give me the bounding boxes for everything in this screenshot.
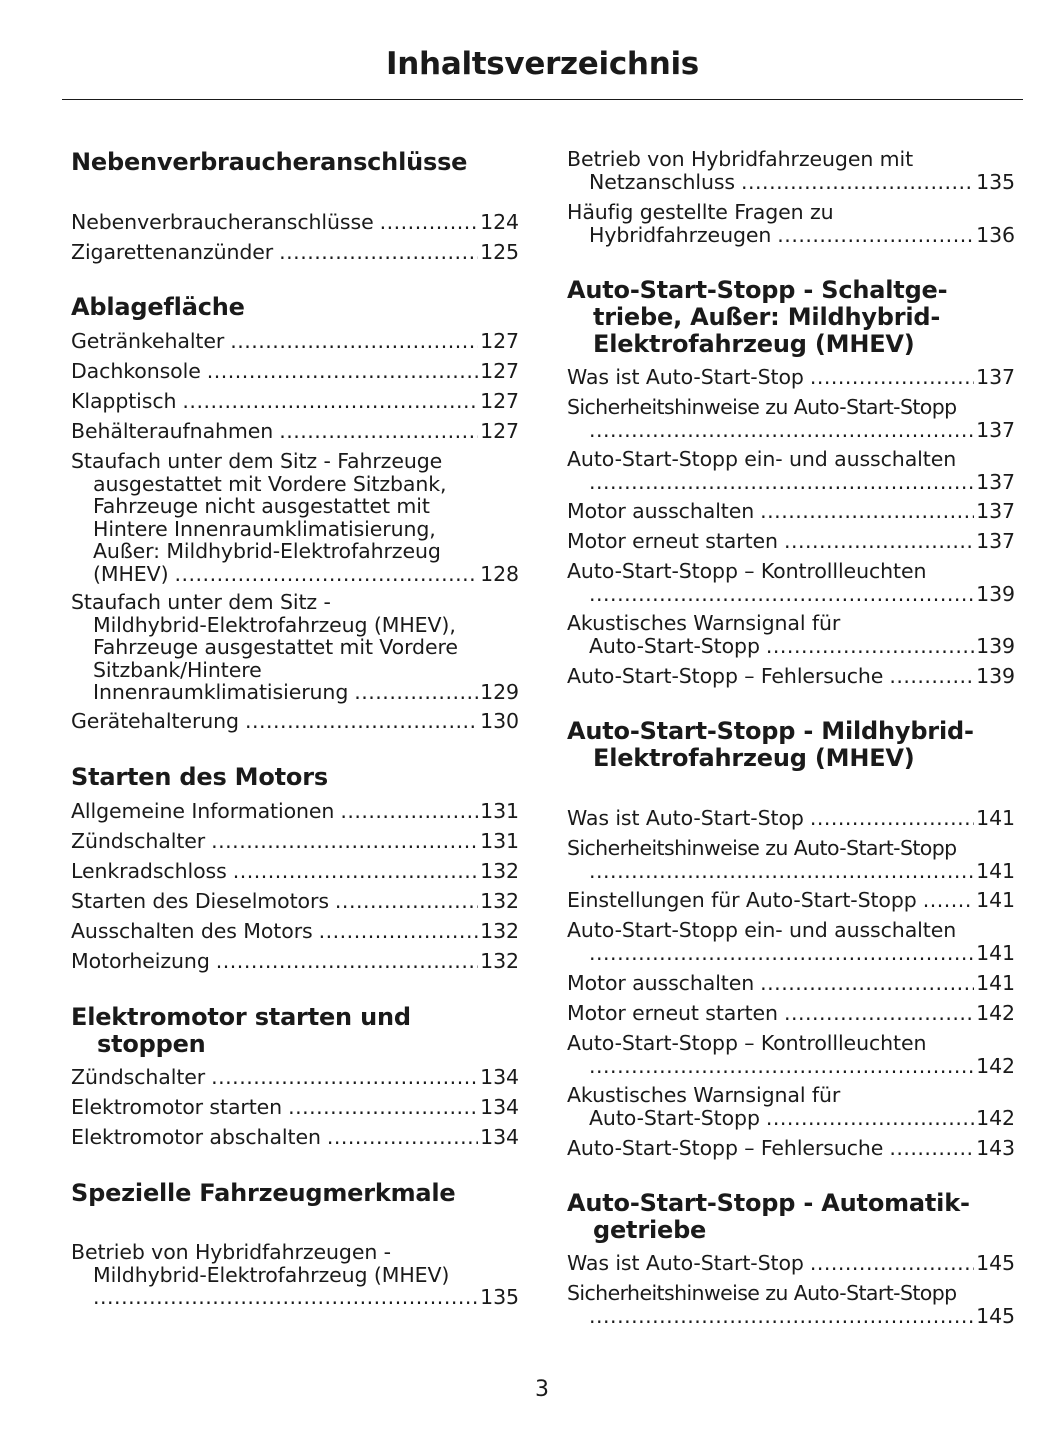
entry-title-line: Betrieb von Hybridfahrzeugen mit: [567, 147, 914, 171]
entry-page: 142: [976, 1001, 1015, 1025]
section-heading: Elektromotor starten und stoppen: [71, 1003, 411, 1058]
entry-title-line: Sicherheitshinweise zu Auto-Start-Stopp: [567, 836, 957, 860]
entry-page: 141: [976, 940, 1015, 965]
entry-title-line: Mildhybrid-Elektrofahrzeug (MHEV),: [93, 612, 456, 637]
toc-entry[interactable]: [567, 919, 1015, 964]
entry-title-line: Mildhybrid-Elektrofahrzeug (MHEV): [93, 1262, 450, 1287]
dot-leader: [216, 950, 478, 973]
entry-title: Lenkradschloss: [71, 859, 227, 883]
dot-leader: [288, 1096, 478, 1119]
toc-entry[interactable]: [567, 807, 1015, 830]
toc-entry[interactable]: [567, 1137, 1015, 1160]
toc-entry[interactable]: [567, 665, 1015, 688]
dot-leader: [245, 710, 478, 733]
toc-entry[interactable]: [567, 500, 1015, 523]
entry-title: Motorheizung: [71, 949, 210, 973]
toc-entry[interactable]: [71, 710, 519, 733]
entry-title-line: Hintere Innenraumklimatisierung,: [93, 516, 436, 541]
dot-leader: [760, 972, 974, 995]
entry-title-line: Auto-Start-Stopp ein- und ausschalten: [567, 918, 957, 942]
dot-leader: [589, 471, 974, 494]
entry-title: Auto-Start-Stopp – Fehlersuche: [567, 1136, 884, 1160]
entry-title-line: Auto-Start-Stopp – Kontrollleuchten: [567, 1031, 927, 1055]
toc-entry[interactable]: [567, 1282, 1015, 1327]
entry-title: Starten des Dieselmotors: [71, 889, 329, 913]
entry-page: 135: [976, 169, 1015, 194]
entry-page: 135: [480, 1285, 519, 1309]
entry-title: (MHEV): [93, 561, 169, 586]
dot-leader: [207, 360, 478, 383]
dot-leader: [810, 1252, 974, 1275]
toc-entry[interactable]: [567, 448, 1015, 493]
section-heading: Auto-Start-Stopp - Mildhybrid-Elektrofahrzeug (MHEV): [567, 717, 974, 772]
entry-page: 145: [976, 1303, 1015, 1328]
toc-entry[interactable]: [71, 800, 519, 823]
toc-entry[interactable]: [567, 396, 1015, 441]
entry-title-line: Akustisches Warnsignal für: [567, 611, 841, 635]
entry-title: Netzanschluss: [589, 169, 735, 194]
entry-title: Zündschalter: [71, 829, 206, 853]
entry-title: Motor ausschalten: [567, 971, 755, 995]
entry-title: Was ist Auto-Start-Stop: [567, 1251, 804, 1275]
entry-title: Was ist Auto-Start-Stop: [567, 365, 804, 389]
toc-entry[interactable]: [567, 972, 1015, 995]
toc-entry[interactable]: [71, 1241, 519, 1309]
entry-page: 130: [480, 709, 519, 733]
entry-title: Auto-Start-Stopp: [589, 633, 760, 658]
entry-page: 131: [480, 799, 519, 823]
entry-title-line: Sicherheitshinweise zu Auto-Start-Stopp: [567, 1281, 957, 1305]
entry-title-line: Häufig gestellte Fragen zu: [567, 200, 834, 224]
dot-leader: [279, 420, 478, 443]
toc-entry[interactable]: [71, 450, 519, 585]
dot-leader: [182, 390, 478, 413]
entry-page: 132: [480, 949, 519, 973]
entry-page: 139: [976, 664, 1015, 688]
dot-leader: [889, 665, 974, 688]
entry-page: 137: [976, 365, 1015, 389]
entry-page: 137: [976, 417, 1015, 442]
entry-title: Innenraumklimatisierung: [93, 680, 349, 704]
dot-leader: [589, 942, 974, 965]
toc-entry[interactable]: [567, 201, 1015, 246]
dot-leader: [741, 171, 974, 194]
entry-page: 139: [976, 581, 1015, 606]
entry-title-line: Staufach unter dem Sitz - Fahrzeuge: [71, 449, 443, 473]
toc-entry[interactable]: [567, 1002, 1015, 1025]
dot-leader: [335, 890, 478, 913]
entry-title-line: Sitzbank/Hintere: [93, 657, 262, 682]
dot-leader: [810, 807, 974, 830]
toc-entry[interactable]: [567, 837, 1015, 882]
toc-entry[interactable]: [71, 360, 519, 383]
toc-entry[interactable]: [567, 366, 1015, 389]
toc-entry[interactable]: [71, 390, 519, 413]
dot-leader: [93, 1286, 478, 1309]
dot-leader: [230, 330, 478, 353]
entry-page: 129: [480, 680, 519, 704]
entry-title: Einstellungen für Auto-Start-Stopp: [567, 888, 917, 912]
entry-title: Klapptisch: [71, 389, 177, 413]
entry-title-line: Betrieb von Hybridfahrzeugen -: [71, 1240, 391, 1264]
entry-title-line: Fahrzeuge nicht ausgestattet mit: [93, 494, 430, 518]
entry-page: 141: [976, 858, 1015, 883]
dot-leader: [766, 635, 974, 658]
entry-page: 131: [480, 829, 519, 853]
entry-page: 139: [976, 633, 1015, 658]
dot-leader: [589, 860, 974, 883]
entry-title-line: Staufach unter dem Sitz -: [71, 590, 331, 614]
entry-title-line: Fahrzeuge ausgestattet mit Vordere: [93, 635, 458, 659]
dot-leader: [777, 224, 974, 247]
dot-leader: [211, 830, 478, 853]
dot-leader: [589, 1055, 974, 1078]
entry-title: Motor erneut starten: [567, 1001, 778, 1025]
entry-title: Zigarettenanzünder: [71, 240, 274, 264]
dot-leader: [589, 419, 974, 442]
entry-title: Gerätehalterung: [71, 709, 239, 733]
toc-entry[interactable]: [71, 330, 519, 353]
toc-entry[interactable]: [71, 950, 519, 973]
toc-entry[interactable]: [71, 1126, 519, 1149]
entry-page: 127: [480, 389, 519, 413]
section-heading: Starten des Motors: [71, 763, 328, 791]
entry-page: 137: [976, 529, 1015, 553]
entry-title: Ausschalten des Motors: [71, 919, 313, 943]
entry-title: Dachkonsole: [71, 359, 201, 383]
entry-page: 142: [976, 1105, 1015, 1130]
section-heading: Auto-Start-Stopp - Automatik-getriebe: [567, 1189, 970, 1244]
entry-page: 132: [480, 889, 519, 913]
toc-entry[interactable]: [567, 889, 1015, 912]
toc-entry[interactable]: [71, 591, 519, 704]
dot-leader: [766, 1107, 974, 1130]
toc-entry[interactable]: [567, 560, 1015, 605]
toc-entry[interactable]: [71, 1096, 519, 1119]
toc-entry[interactable]: [71, 860, 519, 883]
entry-page: 136: [976, 222, 1015, 247]
entry-page: 134: [480, 1065, 519, 1089]
section-heading: Auto-Start-Stopp - Schaltge-triebe, Außer: Mildhybrid-Elektrofahrzeug (MHEV): [567, 276, 948, 358]
entry-title-line: Auto-Start-Stopp – Kontrollleuchten: [567, 559, 927, 583]
entry-page: 134: [480, 1125, 519, 1149]
entry-page: 137: [976, 469, 1015, 494]
dot-leader: [923, 889, 974, 912]
toc-entry[interactable]: [71, 890, 519, 913]
entry-title: Elektromotor starten: [71, 1095, 283, 1119]
entry-title-line: Akustisches Warnsignal für: [567, 1083, 841, 1107]
entry-page: 124: [480, 210, 519, 234]
entry-page: 141: [976, 971, 1015, 995]
section-heading: Nebenverbraucheranschlüsse: [71, 148, 468, 176]
entry-title: Was ist Auto-Start-Stop: [567, 806, 804, 830]
entry-title: Allgemeine Informationen: [71, 799, 335, 823]
entry-page: 127: [480, 359, 519, 383]
dot-leader: [589, 583, 974, 606]
page-number: 3: [535, 1377, 549, 1402]
dot-leader: [589, 1305, 974, 1328]
entry-title-line: Sicherheitshinweise zu Auto-Start-Stopp: [567, 395, 957, 419]
title-divider: [62, 99, 1023, 100]
dot-leader: [354, 681, 478, 704]
section-heading: Ablagefläche: [71, 293, 245, 321]
toc-entry[interactable]: [567, 612, 1015, 657]
entry-page: 134: [480, 1095, 519, 1119]
entry-title: Auto-Start-Stopp – Fehlersuche: [567, 664, 884, 688]
page-title: Inhaltsverzeichnis: [386, 46, 699, 82]
dot-leader: [327, 1126, 478, 1149]
entry-title: Zündschalter: [71, 1065, 206, 1089]
dot-leader: [319, 920, 479, 943]
dot-leader: [760, 500, 974, 523]
entry-page: 141: [976, 806, 1015, 830]
section-heading: Spezielle Fahrzeugmerkmale: [71, 1179, 456, 1207]
entry-page: 127: [480, 419, 519, 443]
entry-page: 125: [480, 240, 519, 264]
toc-entry[interactable]: [567, 1252, 1015, 1275]
toc-entry[interactable]: [71, 920, 519, 943]
entry-title: Motor erneut starten: [567, 529, 778, 553]
entry-page: 132: [480, 859, 519, 883]
entry-page: 145: [976, 1251, 1015, 1275]
toc-entry[interactable]: [71, 211, 519, 234]
entry-page: 137: [976, 499, 1015, 523]
toc-entry[interactable]: [567, 148, 1015, 193]
dot-leader: [810, 366, 974, 389]
entry-page: 142: [976, 1053, 1015, 1078]
dot-leader: [380, 211, 479, 234]
toc-entry[interactable]: [71, 420, 519, 443]
dot-leader: [233, 860, 478, 883]
entry-title-line: ausgestattet mit Vordere Sitzbank,: [93, 471, 447, 496]
dot-leader: [889, 1137, 974, 1160]
entry-page: 143: [976, 1136, 1015, 1160]
entry-title: Motor ausschalten: [567, 499, 755, 523]
toc-entry[interactable]: [71, 1066, 519, 1089]
entry-title: Hybridfahrzeugen: [589, 222, 772, 247]
dot-leader: [279, 241, 478, 264]
toc-entry[interactable]: [71, 241, 519, 264]
entry-title: Auto-Start-Stopp: [589, 1105, 760, 1130]
dot-leader: [211, 1066, 478, 1089]
entry-title: Nebenverbraucheranschlüsse: [71, 210, 374, 234]
entry-title: Elektromotor abschalten: [71, 1125, 321, 1149]
dot-leader: [784, 530, 974, 553]
toc-entry[interactable]: [567, 530, 1015, 553]
entry-title: Behälteraufnahmen: [71, 419, 274, 443]
entry-title: Getränkehalter: [71, 329, 225, 353]
entry-title-line: Auto-Start-Stopp ein- und ausschalten: [567, 447, 957, 471]
toc-entry[interactable]: [567, 1084, 1015, 1129]
dot-leader: [340, 800, 478, 823]
entry-page: 128: [480, 561, 519, 586]
dot-leader: [784, 1002, 974, 1025]
toc-entry[interactable]: [71, 830, 519, 853]
toc-entry[interactable]: [567, 1032, 1015, 1077]
entry-page: 141: [976, 888, 1015, 912]
entry-page: 132: [480, 919, 519, 943]
entry-page: 127: [480, 329, 519, 353]
entry-title-line: Außer: Mildhybrid-Elektrofahrzeug: [93, 539, 441, 563]
dot-leader: [174, 563, 478, 586]
